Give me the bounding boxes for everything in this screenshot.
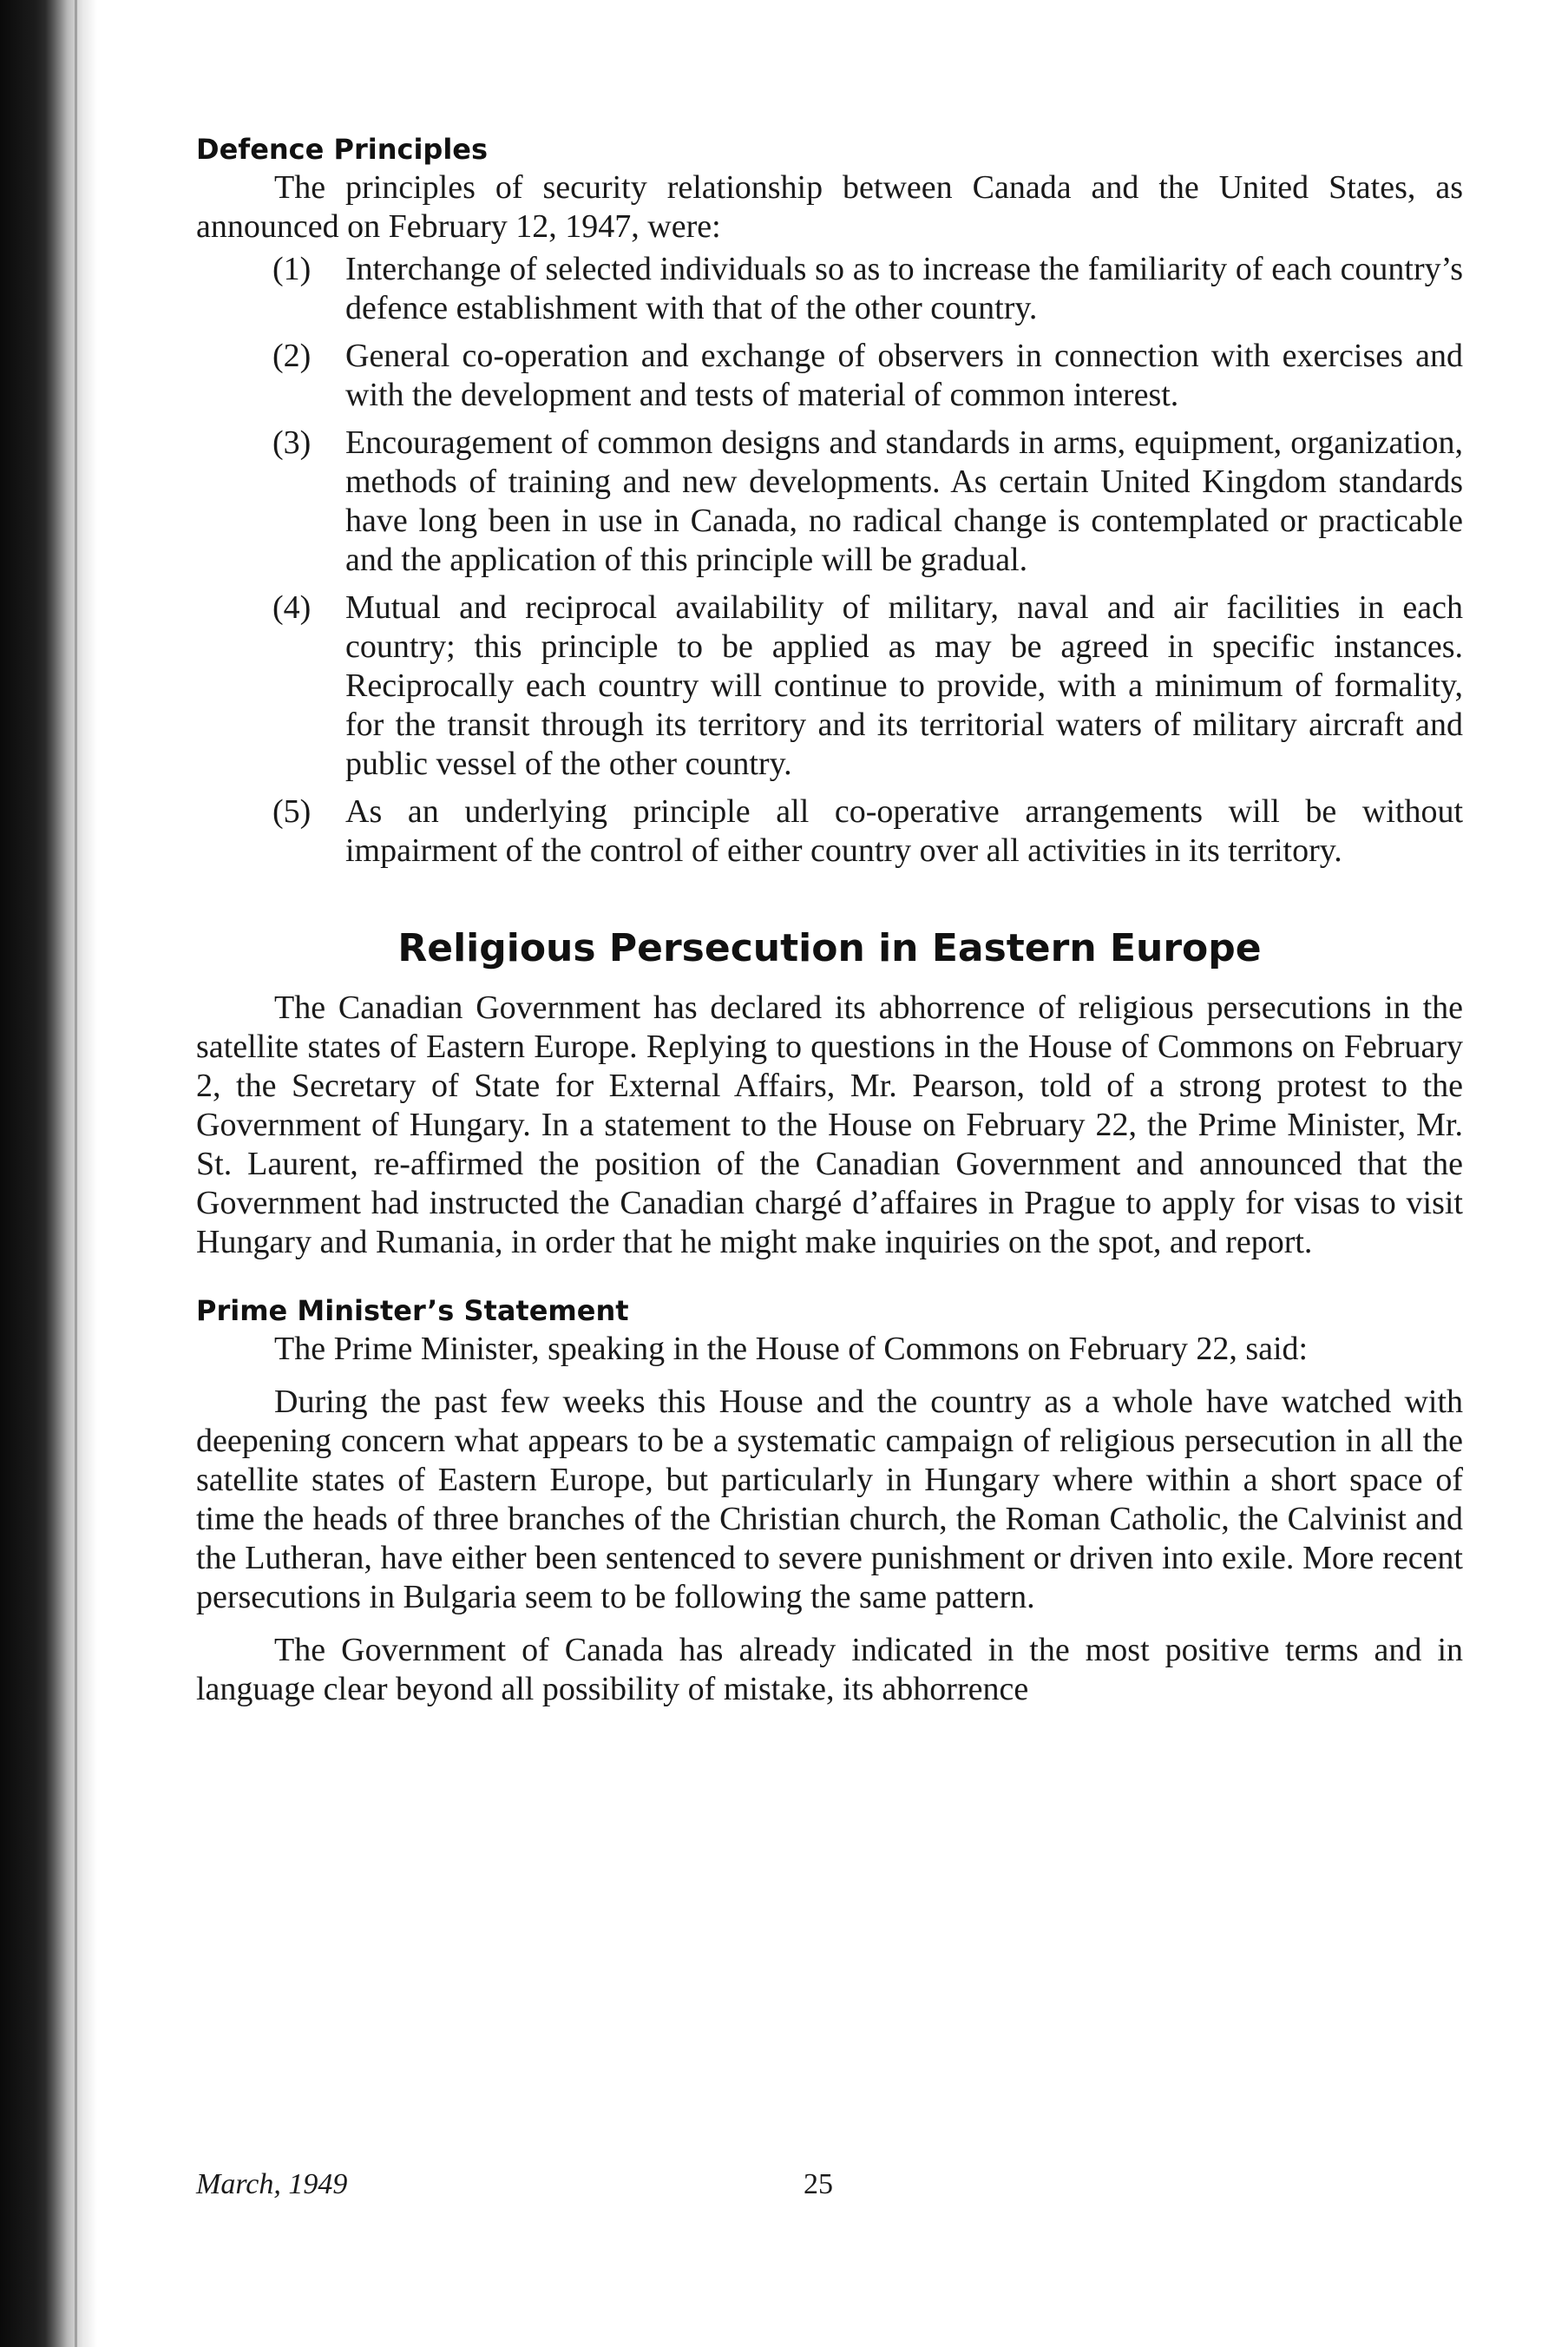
- list-item: [196, 588, 1463, 784]
- statement-paragraph: The Government of Canada has already indicated in the most positive terms and in language clear beyond all possibility of mistake, its abhorrence: [196, 1632, 1463, 1707]
- list-item-text: As an underlying principle all co-operative arrangements will be without impairment of the control of either country over all activities in its territory.: [345, 793, 1463, 869]
- list-item: [196, 250, 1463, 328]
- list-item-number: (5): [272, 793, 312, 830]
- issue-date: March, 1949: [196, 2168, 348, 2200]
- statement-paragraph: During the past few weeks this House and the country as a whole have watched with deepening concern what appears to be a systematic campaign of religious persecution in all the satellite states of Eastern Europe, but particularly in Hungary where within a short space of time the heads of three branches of the Christian church, the Roman Catholic, the Calvinist and the Lutheran, have either been sentenced to severe punishment or driven into exile. More recent persecutions in Bulgaria seem to be following the same pattern.: [196, 1384, 1463, 1615]
- article-title: Religious Persecution in Eastern Europe: [397, 926, 1262, 970]
- page-number: 25: [804, 2168, 833, 2200]
- list-item-text: Interchange of selected individuals so as to increase the familiarity of each country’s defence establishment with that of the other country.: [345, 251, 1463, 326]
- list-item-text: General co-operation and exchange of observers in connection with exercises and with the development and tests of material of common interest.: [345, 338, 1463, 413]
- binding-shadow: [0, 0, 97, 2347]
- list-item-number: (1): [272, 251, 312, 287]
- list-item: [196, 337, 1463, 415]
- page-footer: [196, 2168, 1463, 2212]
- binding-line: [75, 0, 77, 2347]
- list-item: [196, 424, 1463, 580]
- defence-principles-list: [196, 250, 1463, 871]
- section-heading-defence-principles: Defence Principles: [196, 133, 489, 166]
- list-item-text: Encouragement of common designs and standards in arms, equipment, organization, methods of training and new developments. As certain United Kingdom standards have long been in use in Canada, no radical change is contemplated or practicable and the application of this principle will be gradual.: [345, 424, 1463, 578]
- defence-intro-paragraph: The principles of security relationship between Canada and the United States, as announced on February 12, 1947, were:: [196, 169, 1463, 245]
- document-page: [196, 130, 1463, 1709]
- section-heading-prime-ministers-statement: Prime Minister’s Statement: [196, 1294, 629, 1327]
- statement-intro-paragraph: The Prime Minister, speaking in the House of Commons on February 22, said:: [274, 1331, 1309, 1367]
- list-item-number: (3): [272, 424, 312, 461]
- religious-persecution-paragraph: The Canadian Government has declared its abhorrence of religious persecutions in the satellite states of Eastern Europe. Replying to questions in the House of Commons on February 2, the Secretary of State for External Affairs, Mr. Pearson, told of a strong protest to the Government of Hungary. In a statement to the House on February 22, the Prime Minister, Mr. St. Laurent, re-affirmed the position of the Canadian Government and announced that the Government had instructed the Canadian chargé d’affaires in Prague to apply for visas to visit Hungary and Rumania, in order that he might make inquiries on the spot, and report.: [196, 989, 1463, 1260]
- list-item-number: (2): [272, 338, 312, 374]
- list-item-number: (4): [272, 589, 312, 626]
- list-item-text: Mutual and reciprocal availability of military, naval and air facilities in each country; this principle to be applied as may be agreed in specific instances. Reciprocally each country will continue to provide, with a minimum of formality, for the transit through its territory and its territorial waters of military aircraft and public vessel of the other country.: [345, 589, 1463, 782]
- list-item: [196, 792, 1463, 871]
